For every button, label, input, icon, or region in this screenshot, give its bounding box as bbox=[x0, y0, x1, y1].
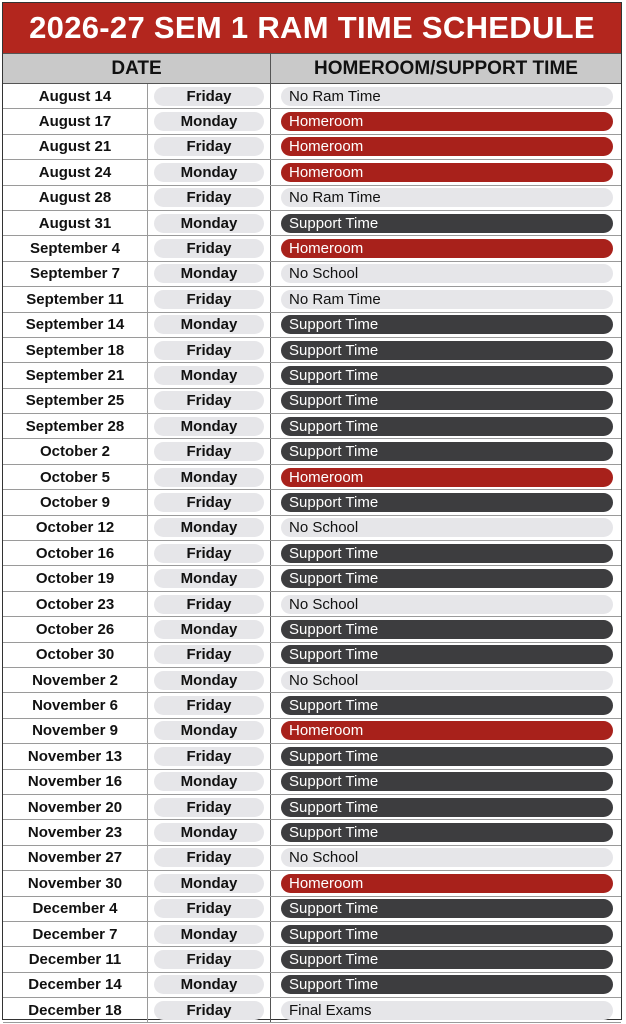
day-pill: Monday bbox=[154, 925, 264, 944]
time-type-badge: Final Exams bbox=[281, 1001, 613, 1020]
time-cell bbox=[271, 414, 621, 438]
day-pill: Friday bbox=[154, 341, 264, 360]
day-cell bbox=[148, 135, 271, 159]
time-type-badge: No School bbox=[281, 264, 613, 283]
date-cell: November 23 bbox=[3, 820, 148, 844]
day-pill: Monday bbox=[154, 671, 264, 690]
time-type-badge: Support Time bbox=[281, 493, 613, 512]
day-cell bbox=[148, 516, 271, 540]
table-row bbox=[3, 566, 621, 591]
date-cell: September 14 bbox=[3, 313, 148, 337]
table-row bbox=[3, 719, 621, 744]
date-cell: November 6 bbox=[3, 693, 148, 717]
time-cell bbox=[271, 846, 621, 870]
time-cell bbox=[271, 897, 621, 921]
time-type-badge: No Ram Time bbox=[281, 87, 613, 106]
time-cell bbox=[271, 363, 621, 387]
time-type-badge: Support Time bbox=[281, 975, 613, 994]
time-cell bbox=[271, 617, 621, 641]
time-cell bbox=[271, 643, 621, 667]
time-cell bbox=[271, 998, 621, 1022]
time-cell bbox=[271, 947, 621, 971]
table-row bbox=[3, 109, 621, 134]
time-cell bbox=[271, 211, 621, 235]
day-pill: Friday bbox=[154, 239, 264, 258]
time-type-badge: No School bbox=[281, 595, 613, 614]
time-type-badge: Homeroom bbox=[281, 874, 613, 893]
date-cell: October 16 bbox=[3, 541, 148, 565]
day-pill: Friday bbox=[154, 848, 264, 867]
time-type-badge: Support Time bbox=[281, 696, 613, 715]
time-cell bbox=[271, 465, 621, 489]
day-cell bbox=[148, 338, 271, 362]
page-title: 2026-27 SEM 1 RAM TIME SCHEDULE bbox=[3, 3, 621, 53]
date-cell: September 28 bbox=[3, 414, 148, 438]
date-cell: October 19 bbox=[3, 566, 148, 590]
table-row bbox=[3, 363, 621, 388]
time-type-badge: Support Time bbox=[281, 569, 613, 588]
day-cell bbox=[148, 592, 271, 616]
day-pill: Monday bbox=[154, 874, 264, 893]
day-cell bbox=[148, 490, 271, 514]
day-cell bbox=[148, 541, 271, 565]
day-pill: Monday bbox=[154, 366, 264, 385]
time-type-badge: Support Time bbox=[281, 645, 613, 664]
time-cell bbox=[271, 668, 621, 692]
day-pill: Monday bbox=[154, 214, 264, 233]
time-type-badge: No School bbox=[281, 848, 613, 867]
table-row bbox=[3, 693, 621, 718]
day-pill: Monday bbox=[154, 264, 264, 283]
day-cell bbox=[148, 744, 271, 768]
time-type-badge: Support Time bbox=[281, 366, 613, 385]
date-cell: August 31 bbox=[3, 211, 148, 235]
table-row bbox=[3, 897, 621, 922]
date-cell: October 30 bbox=[3, 643, 148, 667]
date-cell: September 21 bbox=[3, 363, 148, 387]
date-column-header: DATE bbox=[3, 54, 271, 83]
table-row bbox=[3, 592, 621, 617]
date-cell: October 2 bbox=[3, 439, 148, 463]
time-type-badge: Homeroom bbox=[281, 721, 613, 740]
time-type-badge: No School bbox=[281, 518, 613, 537]
table-row bbox=[3, 389, 621, 414]
day-cell bbox=[148, 439, 271, 463]
time-type-badge: No Ram Time bbox=[281, 290, 613, 309]
date-cell: September 4 bbox=[3, 236, 148, 260]
day-cell bbox=[148, 897, 271, 921]
date-cell: September 25 bbox=[3, 389, 148, 413]
table-row bbox=[3, 490, 621, 515]
day-pill: Monday bbox=[154, 569, 264, 588]
table-row bbox=[3, 922, 621, 947]
table-row bbox=[3, 541, 621, 566]
table-row bbox=[3, 313, 621, 338]
date-cell: November 30 bbox=[3, 871, 148, 895]
day-pill: Friday bbox=[154, 87, 264, 106]
day-cell bbox=[148, 617, 271, 641]
time-type-badge: Homeroom bbox=[281, 137, 613, 156]
table-row bbox=[3, 617, 621, 642]
day-cell bbox=[148, 287, 271, 311]
day-pill: Monday bbox=[154, 823, 264, 842]
day-pill: Friday bbox=[154, 798, 264, 817]
time-cell bbox=[271, 439, 621, 463]
table-row bbox=[3, 668, 621, 693]
table-row bbox=[3, 338, 621, 363]
day-pill: Friday bbox=[154, 493, 264, 512]
day-cell bbox=[148, 84, 271, 108]
date-cell: December 7 bbox=[3, 922, 148, 946]
day-pill: Monday bbox=[154, 112, 264, 131]
time-type-badge: Homeroom bbox=[281, 468, 613, 487]
table-row bbox=[3, 186, 621, 211]
day-pill: Friday bbox=[154, 747, 264, 766]
table-row bbox=[3, 439, 621, 464]
time-cell bbox=[271, 287, 621, 311]
time-type-badge: Support Time bbox=[281, 823, 613, 842]
day-cell bbox=[148, 973, 271, 997]
table-row bbox=[3, 871, 621, 896]
day-pill: Monday bbox=[154, 468, 264, 487]
time-type-badge: No School bbox=[281, 671, 613, 690]
time-cell bbox=[271, 313, 621, 337]
day-pill: Friday bbox=[154, 290, 264, 309]
day-cell bbox=[148, 109, 271, 133]
date-cell: August 17 bbox=[3, 109, 148, 133]
date-cell: August 21 bbox=[3, 135, 148, 159]
table-row bbox=[3, 84, 621, 109]
date-cell: August 28 bbox=[3, 186, 148, 210]
date-cell: October 5 bbox=[3, 465, 148, 489]
day-pill: Monday bbox=[154, 518, 264, 537]
date-cell: September 7 bbox=[3, 262, 148, 286]
time-cell bbox=[271, 338, 621, 362]
table-header bbox=[3, 53, 621, 84]
time-cell bbox=[271, 719, 621, 743]
time-cell bbox=[271, 541, 621, 565]
date-cell: October 26 bbox=[3, 617, 148, 641]
time-cell bbox=[271, 490, 621, 514]
day-cell bbox=[148, 846, 271, 870]
schedule-rows bbox=[3, 84, 621, 1023]
schedule-sheet bbox=[2, 2, 622, 1020]
time-type-badge: Support Time bbox=[281, 417, 613, 436]
table-row bbox=[3, 973, 621, 998]
time-cell bbox=[271, 262, 621, 286]
table-row bbox=[3, 643, 621, 668]
time-cell bbox=[271, 592, 621, 616]
time-cell bbox=[271, 795, 621, 819]
date-cell: September 18 bbox=[3, 338, 148, 362]
day-cell bbox=[148, 693, 271, 717]
day-pill: Monday bbox=[154, 417, 264, 436]
date-cell: November 13 bbox=[3, 744, 148, 768]
table-row bbox=[3, 135, 621, 160]
table-row bbox=[3, 846, 621, 871]
time-cell bbox=[271, 516, 621, 540]
time-cell bbox=[271, 236, 621, 260]
table-row bbox=[3, 795, 621, 820]
date-cell: October 23 bbox=[3, 592, 148, 616]
day-cell bbox=[148, 236, 271, 260]
day-pill: Monday bbox=[154, 163, 264, 182]
day-pill: Monday bbox=[154, 315, 264, 334]
time-cell bbox=[271, 566, 621, 590]
time-type-badge: Support Time bbox=[281, 772, 613, 791]
date-cell: November 2 bbox=[3, 668, 148, 692]
day-pill: Friday bbox=[154, 137, 264, 156]
day-cell bbox=[148, 795, 271, 819]
day-pill: Monday bbox=[154, 975, 264, 994]
time-type-badge: Homeroom bbox=[281, 239, 613, 258]
table-row bbox=[3, 287, 621, 312]
day-pill: Friday bbox=[154, 442, 264, 461]
table-row bbox=[3, 998, 621, 1023]
day-pill: Friday bbox=[154, 696, 264, 715]
date-cell: October 12 bbox=[3, 516, 148, 540]
time-type-badge: Support Time bbox=[281, 798, 613, 817]
table-row bbox=[3, 465, 621, 490]
date-cell: November 27 bbox=[3, 846, 148, 870]
day-cell bbox=[148, 922, 271, 946]
table-row bbox=[3, 211, 621, 236]
date-cell: November 9 bbox=[3, 719, 148, 743]
time-cell bbox=[271, 160, 621, 184]
time-cell bbox=[271, 744, 621, 768]
date-cell: December 18 bbox=[3, 998, 148, 1022]
date-cell: December 11 bbox=[3, 947, 148, 971]
table-row bbox=[3, 160, 621, 185]
date-cell: December 14 bbox=[3, 973, 148, 997]
day-cell bbox=[148, 770, 271, 794]
day-pill: Friday bbox=[154, 950, 264, 969]
day-pill: Monday bbox=[154, 620, 264, 639]
date-cell: December 4 bbox=[3, 897, 148, 921]
day-pill: Friday bbox=[154, 188, 264, 207]
table-row bbox=[3, 947, 621, 972]
day-pill: Friday bbox=[154, 391, 264, 410]
date-cell: August 14 bbox=[3, 84, 148, 108]
day-cell bbox=[148, 719, 271, 743]
day-cell bbox=[148, 643, 271, 667]
time-cell bbox=[271, 389, 621, 413]
table-row bbox=[3, 820, 621, 845]
time-cell bbox=[271, 770, 621, 794]
time-type-badge: Support Time bbox=[281, 950, 613, 969]
table-row bbox=[3, 236, 621, 261]
day-cell bbox=[148, 820, 271, 844]
time-cell bbox=[271, 84, 621, 108]
day-cell bbox=[148, 566, 271, 590]
day-pill: Friday bbox=[154, 899, 264, 918]
time-cell bbox=[271, 693, 621, 717]
day-pill: Monday bbox=[154, 721, 264, 740]
date-cell: November 16 bbox=[3, 770, 148, 794]
time-type-badge: Support Time bbox=[281, 391, 613, 410]
time-type-badge: Support Time bbox=[281, 315, 613, 334]
time-cell bbox=[271, 186, 621, 210]
day-cell bbox=[148, 998, 271, 1022]
day-cell bbox=[148, 871, 271, 895]
time-type-badge: No Ram Time bbox=[281, 188, 613, 207]
time-cell bbox=[271, 109, 621, 133]
day-cell bbox=[148, 186, 271, 210]
time-cell bbox=[271, 871, 621, 895]
day-cell bbox=[148, 389, 271, 413]
day-cell bbox=[148, 414, 271, 438]
day-pill: Friday bbox=[154, 595, 264, 614]
day-cell bbox=[148, 363, 271, 387]
table-row bbox=[3, 770, 621, 795]
time-type-badge: Support Time bbox=[281, 544, 613, 563]
time-type-badge: Support Time bbox=[281, 747, 613, 766]
day-cell bbox=[148, 211, 271, 235]
time-cell bbox=[271, 820, 621, 844]
day-pill: Friday bbox=[154, 645, 264, 664]
date-cell: September 11 bbox=[3, 287, 148, 311]
day-cell bbox=[148, 947, 271, 971]
date-cell: October 9 bbox=[3, 490, 148, 514]
table-row bbox=[3, 744, 621, 769]
day-cell bbox=[148, 313, 271, 337]
date-cell: August 24 bbox=[3, 160, 148, 184]
day-cell bbox=[148, 160, 271, 184]
time-type-badge: Support Time bbox=[281, 442, 613, 461]
time-type-badge: Support Time bbox=[281, 341, 613, 360]
time-cell bbox=[271, 922, 621, 946]
table-row bbox=[3, 262, 621, 287]
day-pill: Monday bbox=[154, 772, 264, 791]
date-cell: November 20 bbox=[3, 795, 148, 819]
time-type-badge: Support Time bbox=[281, 214, 613, 233]
time-type-badge: Support Time bbox=[281, 899, 613, 918]
table-row bbox=[3, 516, 621, 541]
day-pill: Friday bbox=[154, 544, 264, 563]
time-column-header: HOMEROOM/SUPPORT TIME bbox=[314, 57, 578, 79]
table-row bbox=[3, 414, 621, 439]
time-type-badge: Support Time bbox=[281, 620, 613, 639]
time-type-badge: Homeroom bbox=[281, 163, 613, 182]
day-cell bbox=[148, 465, 271, 489]
day-cell bbox=[148, 668, 271, 692]
time-type-badge: Support Time bbox=[281, 925, 613, 944]
time-cell bbox=[271, 135, 621, 159]
day-cell bbox=[148, 262, 271, 286]
time-type-badge: Homeroom bbox=[281, 112, 613, 131]
time-cell bbox=[271, 973, 621, 997]
day-pill: Friday bbox=[154, 1001, 264, 1020]
